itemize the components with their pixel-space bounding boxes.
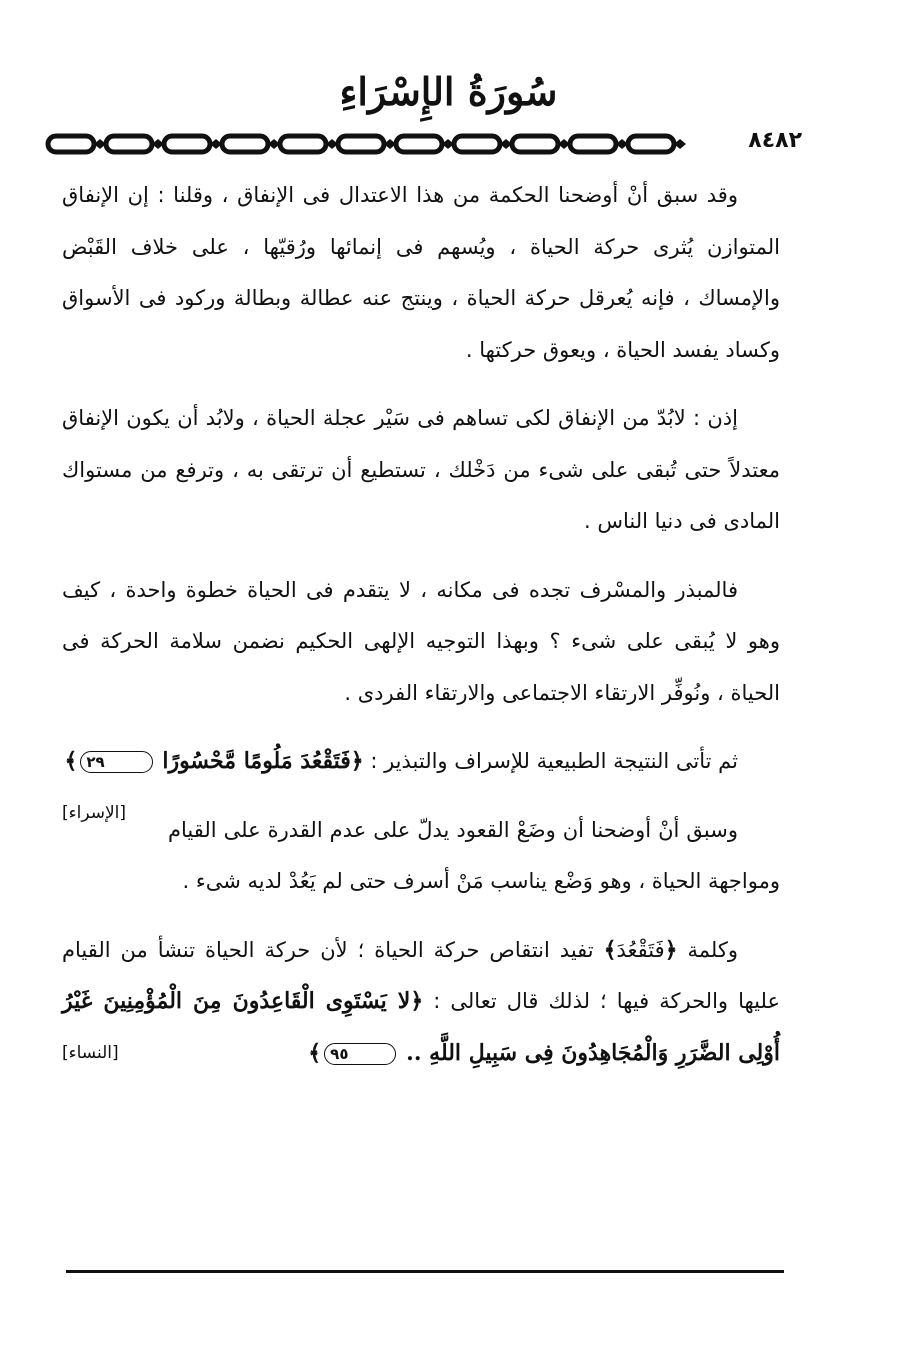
verse-open-bracket: ﴿ xyxy=(350,749,364,774)
chain-link xyxy=(454,136,500,152)
word-open-bracket: ﴿ xyxy=(664,937,678,963)
chain-link xyxy=(280,136,326,152)
verse-close-bracket: ﴾ xyxy=(64,749,78,774)
paragraph: فالمبذر والمسْرف تجده فى مكانه ، لا يتقدم فى الحياة خطوة واحدة ، كيف وهو لا يُبقى على شىء ؟ وبهذا التوجيه الإلهى الحكيم نضمن سلامة الحركة فى الحياة ، ونُوفِّر الارتقاء الاجتماعى والارتقاء الفردى . xyxy=(62,577,780,705)
surah-reference: [الإسراء] xyxy=(62,802,127,823)
paragraph-text: ثم تأتى النتيجة الطبيعية للإسراف والتبذير : xyxy=(370,749,738,773)
chain-link xyxy=(164,136,210,152)
verse-close-bracket: ﴾ xyxy=(308,1040,322,1066)
chain-link xyxy=(396,136,442,152)
chain-ornament-icon xyxy=(40,122,740,166)
chain-link xyxy=(512,136,558,152)
paragraph: إذن : لابُدّ من الإنفاق لكى تساهم فى سَيْر عجلة الحياة ، ولابُد أن يكون الإنفاق معتدلاً حتى تُبقى على شىء من دَخْلك ، تستطيع أن ترتقى به ، وترفع من مستواك المادى فى دنيا الناس . xyxy=(62,406,780,533)
chain-link xyxy=(48,136,94,152)
paragraph-text: وكلمة xyxy=(687,937,738,962)
surah-reference: [النساء] xyxy=(62,1042,119,1063)
paragraph: وسبق أنْ أوضحنا أن وضَعْ القعود يدلّ على عدم القدرة على القيام ومواجهة الحياة ، وهو وَضْع يناسب مَنْ أسرف حتى لم يَعُدْ لديه شىء . xyxy=(168,817,780,893)
paragraph: وقد سبق أنْ أوضحنا الحكمة من هذا الاعتدال فى الإنفاق ، وقلنا : إن الإنفاق المتوازن يُثرى حركة الحياة ، ويُسهم فى إنمائها ورُقيّها ، على خلاف القَبْض والإمساك ، فإنه يُعرقل حركة الحياة ، وينتج عنه عطالة وبطالة وركود فى الأسواق وكساد يفسد الحياة ، ويعوق حركتها . xyxy=(62,183,780,362)
body-text xyxy=(62,170,780,1096)
chain-link xyxy=(338,136,384,152)
footer-divider xyxy=(66,1270,784,1273)
quran-verse: لا يَسْتَوِى الْقَاعِدُونَ مِنَ الْمُؤْمِنِينَ غَيْرُ أُوْلِى الضَّرَرِ وَالْمُجَاهِدُونَ فِى سَبِيلِ اللَّهِ .. xyxy=(62,988,780,1066)
chain-link xyxy=(570,136,616,152)
paragraph-with-verse xyxy=(62,925,780,1080)
chain-link xyxy=(222,136,268,152)
verse-number: ٩٥ xyxy=(324,1043,396,1065)
chain-link xyxy=(106,136,152,152)
verse-number: ٢٩ xyxy=(80,751,152,773)
header-ornament-row xyxy=(40,122,810,166)
page-number: ٨٤٨٢ xyxy=(746,126,804,156)
quoted-word: فَتَقْعُدَ xyxy=(616,937,665,962)
word-close-bracket: ﴾ xyxy=(603,937,617,963)
chain-link xyxy=(628,136,674,152)
paragraph-text: تفيد انتقاص حركة الحياة ؛ لأن حركة الحياة تنشأ من القيام عليها والحركة فيها ؛ لذلك قال تعالى : xyxy=(62,937,780,1013)
paragraph-with-verse xyxy=(62,736,780,823)
surah-title: سُورَةُ الإِسْرَاءِ xyxy=(339,69,558,114)
quran-verse: فَتَقْعُدَ مَلُومًا مَّحْسُورًا xyxy=(162,748,351,774)
verse-open-bracket: ﴿ xyxy=(410,989,424,1014)
